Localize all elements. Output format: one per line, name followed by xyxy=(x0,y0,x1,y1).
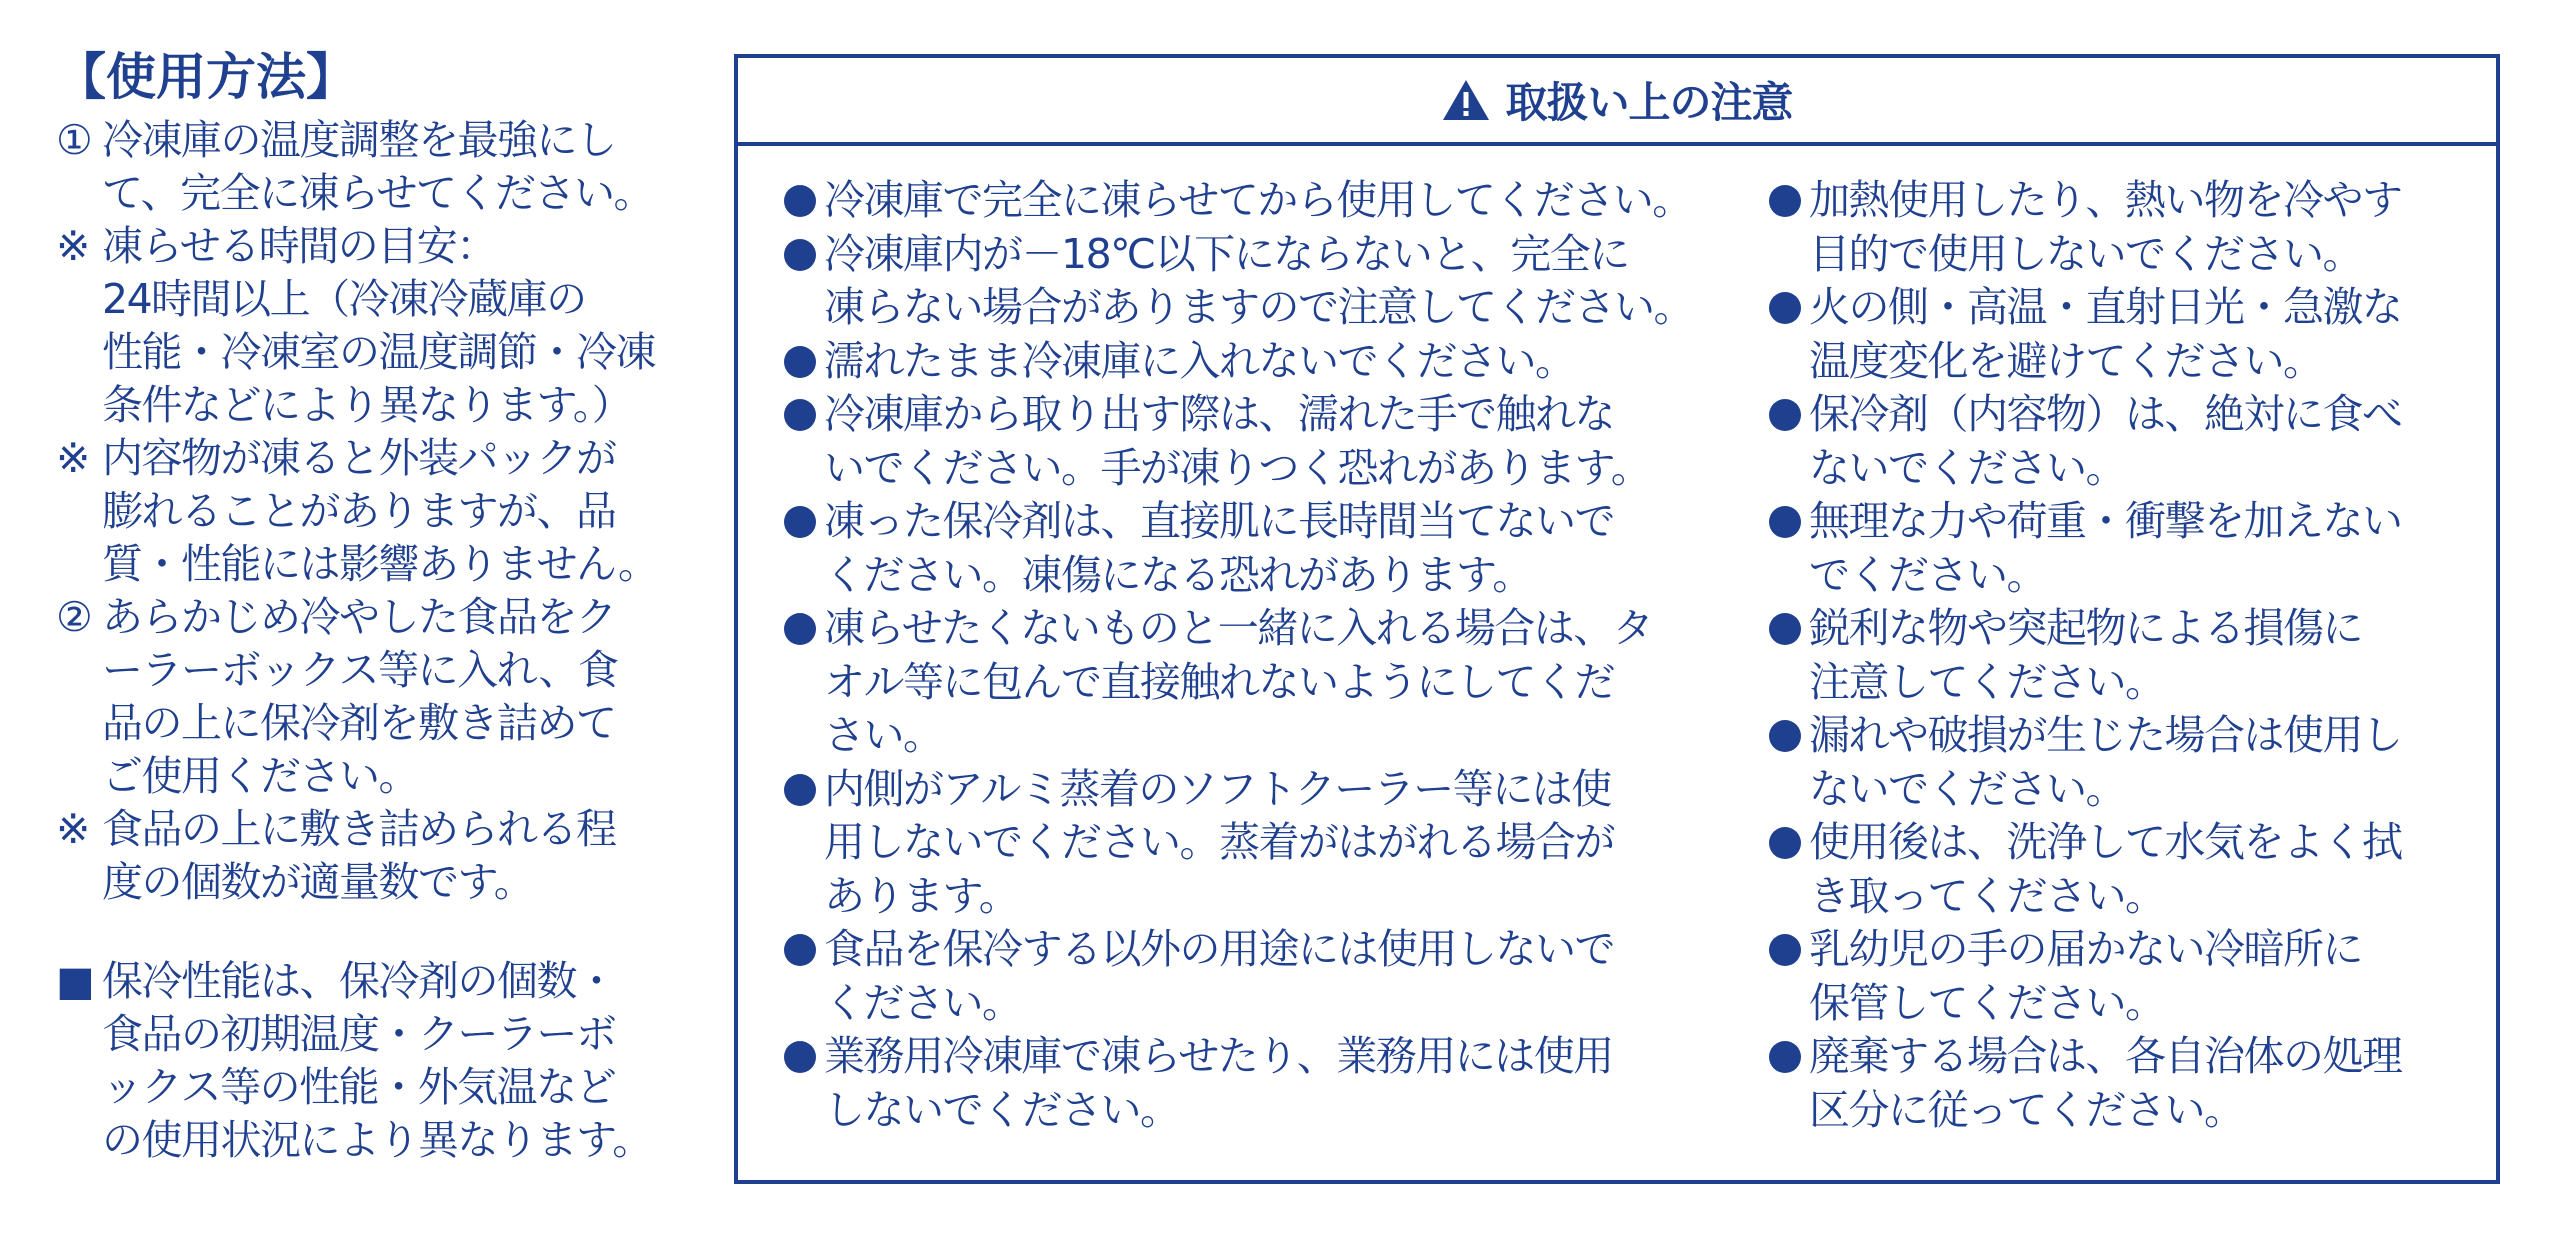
caution-item-line: 冷凍庫で完全に凍らせてから使用してください。 xyxy=(824,176,1692,224)
usage-item xyxy=(56,803,676,909)
caution-item xyxy=(1765,1030,2485,1137)
caution-item xyxy=(1765,388,2485,495)
caution-item xyxy=(780,1030,1760,1137)
bullet-icon xyxy=(1769,1041,1801,1073)
bullet-icon xyxy=(1769,399,1801,431)
usage-item-line: 膨れることがありますが、品 xyxy=(102,487,616,535)
caution-item-line: 冷凍庫内が－18℃以下にならないと、完全に xyxy=(824,229,1629,278)
caution-item xyxy=(780,174,1760,228)
caution-item xyxy=(1765,709,2485,816)
caution-title: 取扱い上の注意 xyxy=(1505,78,1793,127)
caution-panel xyxy=(734,54,2500,1184)
usage-item-line: 保冷性能は、保冷剤の個数・ xyxy=(102,957,616,1005)
bullet-icon xyxy=(1769,720,1801,752)
caution-item-line: 食品を保冷する以外の用途には使用しないで xyxy=(824,925,1614,973)
caution-item-line: 保冷剤（内容物）は、絶対に食べ xyxy=(1809,390,2402,438)
usage-item-line: 冷凍庫の温度調整を最強にし xyxy=(102,116,616,164)
usage-item-mark: ② xyxy=(56,593,92,641)
caution-item xyxy=(1765,816,2485,923)
caution-item xyxy=(1765,923,2485,1030)
caution-item-line: 用しないでください。蒸着がはがれる場合が xyxy=(824,818,1614,866)
usage-list xyxy=(56,114,676,909)
usage-item-line: 24時間以上（冷凍冷蔵庫の xyxy=(102,275,586,323)
bullet-icon xyxy=(784,239,816,271)
usage-item-line: ーラーボックス等に入れ、食 xyxy=(102,646,618,694)
caution-item-line: 保管してください。 xyxy=(1809,978,2165,1027)
usage-item-line: 凍らせる時間の目安： xyxy=(102,222,496,270)
usage-item-mark: ※ xyxy=(56,222,89,270)
caution-item-line: 加熱使用したり、熱い物を冷やす xyxy=(1809,176,2402,224)
performance-note-item xyxy=(56,955,676,1167)
usage-item-line: 食品の初期温度・クーラーボ xyxy=(102,1010,616,1058)
usage-section xyxy=(56,44,676,1167)
usage-item-line: 品の上に保冷剤を敷き詰めて xyxy=(102,699,616,747)
bullet-icon xyxy=(1769,934,1801,966)
bullet-icon xyxy=(1769,827,1801,859)
caution-item-line: 乳幼児の手の届かない冷暗所に xyxy=(1809,925,2362,973)
caution-item xyxy=(1765,174,2485,281)
bullet-icon xyxy=(1769,506,1801,538)
caution-item xyxy=(780,228,1760,335)
caution-item-line: 業務用冷凍庫で凍らせたり、業務用には使用 xyxy=(824,1032,1613,1080)
usage-item xyxy=(56,432,676,591)
usage-item-line: ご使用ください。 xyxy=(102,752,418,800)
caution-item-line: 廃棄する場合は、各自治体の処理 xyxy=(1809,1032,2402,1080)
usage-item-line: て、完全に凍らせてください。 xyxy=(102,169,653,217)
caution-item-line: ないでください。 xyxy=(1809,443,2125,492)
caution-item xyxy=(780,602,1760,763)
caution-header xyxy=(738,58,2496,146)
caution-item-line: 目的で使用しないでください。 xyxy=(1809,229,2362,278)
caution-item-line: ください。 xyxy=(824,978,1022,1027)
caution-item-line: あります。 xyxy=(824,871,1019,920)
usage-item-line: 質・性能には影響ありません。 xyxy=(102,540,658,588)
bullet-icon xyxy=(784,774,816,806)
usage-item-line: 条件などにより異なります。） xyxy=(102,381,632,429)
usage-item-mark: ※ xyxy=(56,434,89,482)
bullet-icon xyxy=(784,934,816,966)
caution-item-line: 無理な力や荷重・衝撃を加えない xyxy=(1809,497,2402,545)
usage-item xyxy=(56,114,676,220)
caution-item-line: 凍らない場合がありますので注意してください。 xyxy=(824,283,1693,331)
caution-item-line: 火の側・高温・直射日光・急激な xyxy=(1809,283,2402,331)
usage-item-line: ックス等の性能・外気温など xyxy=(102,1063,616,1111)
usage-item-line: 内容物が凍ると外装パックが xyxy=(102,434,616,482)
caution-item-line: ないでください。 xyxy=(1809,764,2125,813)
bullet-icon xyxy=(784,185,816,217)
caution-item-line: しないでください。 xyxy=(824,1085,1180,1134)
usage-item xyxy=(56,591,676,803)
caution-item-line: 使用後は、洗浄して水気をよく拭 xyxy=(1809,818,2402,866)
caution-item xyxy=(780,335,1760,389)
usage-item-line: 度の個数が適量数です。 xyxy=(102,858,534,906)
caution-item xyxy=(780,495,1760,602)
caution-item xyxy=(1765,602,2485,709)
usage-item xyxy=(56,220,676,432)
bullet-icon xyxy=(784,346,816,378)
usage-item-line: 性能・冷凍室の温度調節・冷凍 xyxy=(102,328,655,376)
usage-item-line: の使用状況により異なります。 xyxy=(102,1116,652,1164)
caution-item-line: き取ってください。 xyxy=(1809,871,2165,920)
bullet-icon xyxy=(1769,292,1801,324)
bullet-icon xyxy=(1769,613,1801,645)
caution-item-line: いでください。手が凍りつく恐れがあります。 xyxy=(824,443,1651,492)
caution-item-line: 内側がアルミ蒸着のソフトクーラー等には使 xyxy=(824,764,1611,813)
caution-item xyxy=(1765,495,2485,602)
bullet-icon xyxy=(784,1041,816,1073)
caution-item-line: 濡れたまま冷凍庫に入れないでください。 xyxy=(824,336,1575,385)
caution-item-line: さい。 xyxy=(824,711,943,759)
caution-left-column xyxy=(780,174,1760,1137)
caution-item xyxy=(780,388,1760,495)
bullet-icon xyxy=(784,613,816,645)
usage-item-line: 食品の上に敷き詰められる程 xyxy=(102,805,616,853)
warning-triangle-icon xyxy=(1441,78,1491,122)
bullet-icon xyxy=(1769,185,1801,217)
caution-item-line: 漏れや破損が生じた場合は使用し xyxy=(1809,711,2402,759)
bullet-icon xyxy=(784,399,816,431)
usage-item-mark: ■ xyxy=(56,957,94,1005)
caution-item xyxy=(780,923,1760,1030)
caution-item xyxy=(1765,281,2485,388)
usage-item-mark: ※ xyxy=(56,805,89,853)
caution-item-line: 温度変化を避けてください。 xyxy=(1809,336,2323,385)
bullet-icon xyxy=(784,506,816,538)
usage-item-mark: ① xyxy=(56,116,92,164)
caution-item-line: 冷凍庫から取り出す際は、濡れた手で触れな xyxy=(824,390,1614,438)
caution-item xyxy=(780,763,1760,924)
performance-note xyxy=(56,955,676,1167)
caution-item-line: オル等に包んで直接触れないようにしてくだ xyxy=(824,657,1614,706)
caution-item-line: ください。凍傷になる恐れがあります。 xyxy=(824,550,1532,599)
caution-item-line: 注意してください。 xyxy=(1809,657,2165,706)
usage-title: 【使用方法】 xyxy=(56,48,356,106)
caution-item-line: 鋭利な物や突起物による損傷に xyxy=(1809,604,2362,652)
caution-right-column xyxy=(1765,174,2485,1137)
caution-item-line: 区分に従ってください。 xyxy=(1809,1085,2244,1134)
caution-item-line: 凍らせたくないものと一緒に入れる場合は、タ xyxy=(824,604,1653,652)
caution-item-line: 凍った保冷剤は、直接肌に長時間当てないで xyxy=(824,497,1614,545)
caution-item-line: でください。 xyxy=(1809,550,2046,599)
usage-item-line: あらかじめ冷やした食品をク xyxy=(102,593,616,641)
